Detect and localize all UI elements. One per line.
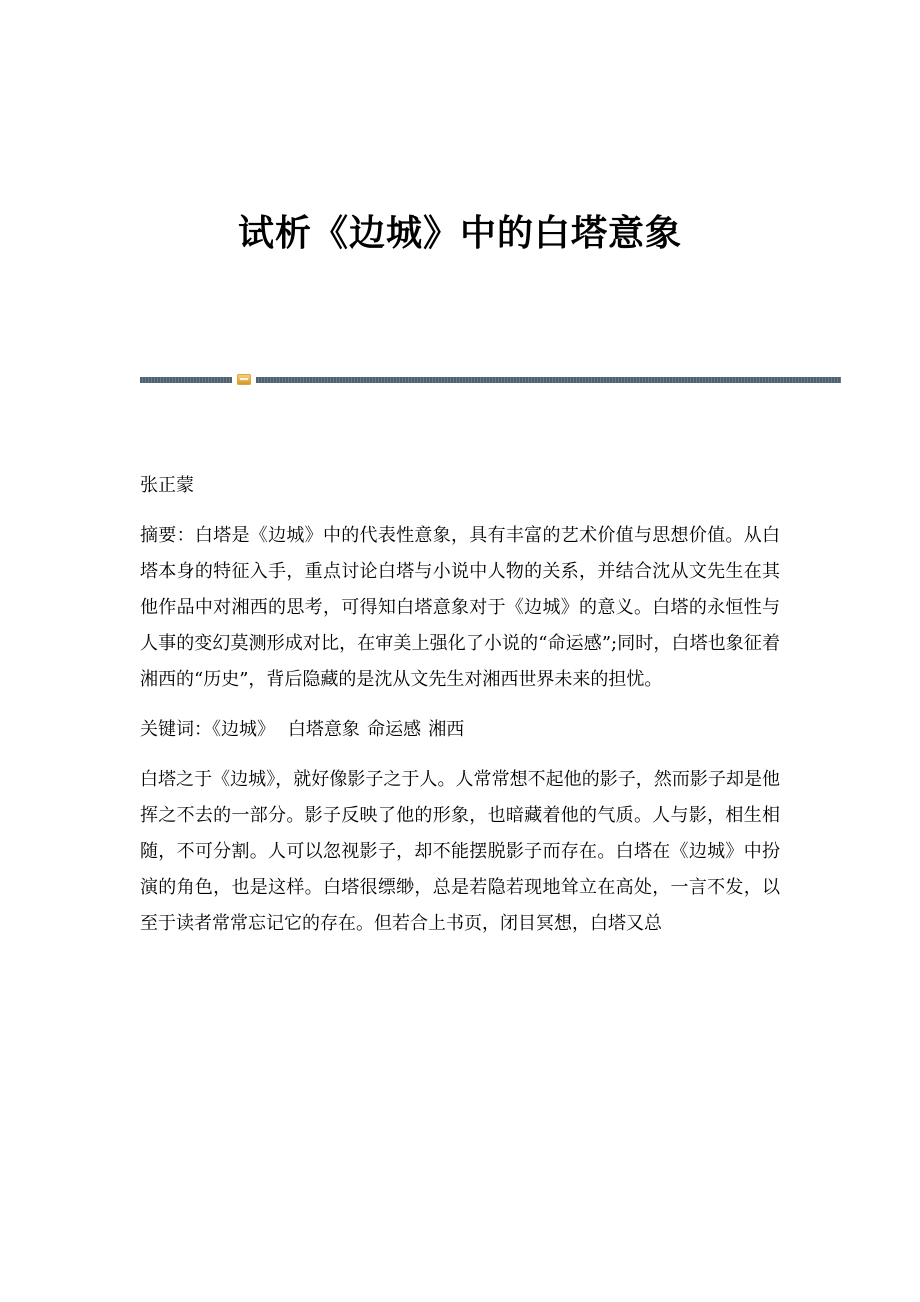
keyword-item: 白塔意象 <box>287 719 360 740</box>
keyword-item: 《边城》 <box>212 719 275 740</box>
body-paragraph: 白塔之于《边城》，就好像影子之于人。人常常想不起他的影子，然而影子却是他挥之不去的一部分。影子反映了他的形象，也暗藏着他的气质。人与影，相生相随，不可分割。人可以忽视影子，却不能摆脱影子而存在。白塔在《边城》中扮演的角色，也是这样。白塔很缥缈，总是若隐若现地耸立在高处，一言不发，以至于读者常常忘记它的存在。但若合上书页，闭目冥想，白塔又总 <box>140 769 780 934</box>
divider-ornament-icon <box>237 374 251 385</box>
document-body <box>140 468 780 942</box>
divider-bar-left <box>140 377 232 383</box>
keyword-item: 命运感 <box>367 719 422 740</box>
abstract-text: 白塔是《边城》中的代表性意象，具有丰富的艺术价值与思想价值。从白塔本身的特征入手，重点讨论白塔与小说中人物的关系，并结合沈从文先生在其他作品中对湘西的思考，可得知白塔意象对于《边城》的意义。白塔的永恒性与人事的变幻莫测形成对比，在审美上强化了小说的“命运感”;同时，白塔也象征着湘西的“历史”，背后隐藏的是沈从文先生对湘西世界未来的担忧。 <box>140 525 781 690</box>
title-divider <box>140 374 841 386</box>
keywords-paragraph <box>140 712 780 748</box>
divider-bar-right <box>256 377 841 383</box>
abstract-paragraph <box>140 518 780 698</box>
author-name: 张正蒙 <box>140 475 194 496</box>
keywords-label: 关键词： <box>140 719 212 740</box>
keyword-item: 湘西 <box>428 719 465 740</box>
document-title: 试析《边城》中的白塔意象 <box>237 212 682 254</box>
abstract-label: 摘要： <box>140 525 195 546</box>
